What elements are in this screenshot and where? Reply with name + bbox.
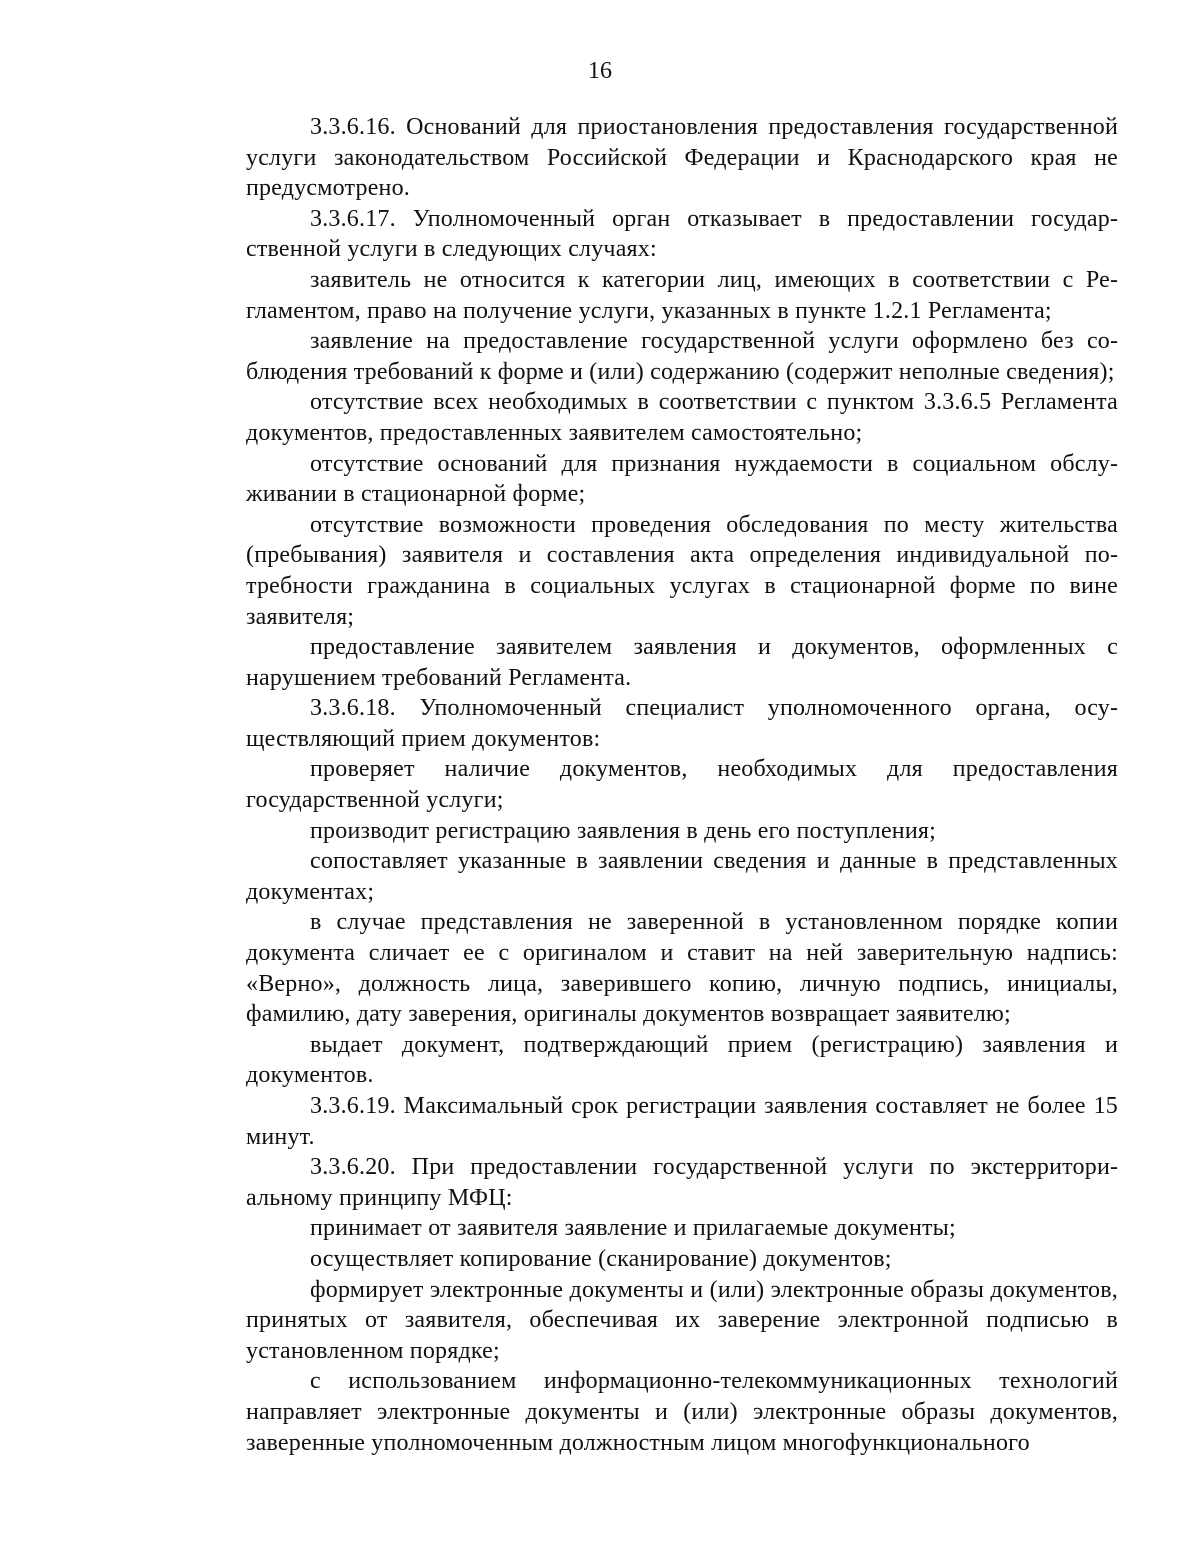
paragraph: заявление на предоставление государственной услуги оформлено без соблюдения требований к форме и (или) содержанию (содержит неполные сведения); — [246, 328, 1118, 385]
paragraph: заявитель не относится к категории лиц, имеющих в соответствии с Регламентом, право на получение услуги, указанных в пункте 1.2.1 Регламента; — [246, 266, 1118, 324]
paragraph: предоставление заявителем заявления и документов, оформленных с нарушением требований Регламента. — [246, 634, 1118, 691]
paragraph: формирует электронные документы и (или) электронные образы документов, принятых от заявителя, обеспечивая их заверение электронной подписью в установленном порядке; — [246, 1276, 1118, 1364]
paragraph: отсутствие всех необходимых в соответствии с пунктом 3.3.6.5 Регламента документов, предоставленных заявителем самостоятельно; — [246, 389, 1118, 446]
document-body — [246, 112, 1118, 1458]
paragraph: осуществляет копирование (сканирование) документов; — [310, 1245, 892, 1272]
paragraph: в случае представления не заверенной в установленном порядке копии документа сличает ее с оригиналом и ставит на ней заверительную надпись: «Верно», должность лица, заверившего копию, личную подпись, инициалы, фамилию, дату заверения, оригиналы документов возвращает заявителю; — [246, 909, 1118, 1028]
page-number: 16 — [588, 58, 612, 84]
paragraph: 3.3.6.16. Оснований для приостановления предоставления государственной услуги законодательством Российской Федерации и Краснодарского края не предусмотрено. — [246, 114, 1118, 202]
paragraph: 3.3.6.20. При предоставлении государственной услуги по экстерриториальному принципу МФЦ: — [246, 1154, 1118, 1211]
paragraph: отсутствие возможности проведения обследования по месту жительства (пребывания) заявителя и составления акта определения индивидуальной потребности гражданина в социальных услугах в стационарной форме по вине заявителя; — [246, 511, 1118, 630]
paragraph: с использованием информационно-телекоммуникационных технологий направляет электронные документы и (или) электронные образы документов, заверенные уполномоченным должностным лицом многофункционального — [246, 1368, 1118, 1456]
paragraph: производит регистрацию заявления в день его поступления; — [310, 817, 936, 844]
paragraph: сопоставляет указанные в заявлении сведения и данные в представленных документах; — [246, 848, 1118, 905]
paragraph: 3.3.6.19. Максимальный срок регистрации заявления составляет не более 15 минут. — [246, 1093, 1118, 1150]
paragraph: принимает от заявителя заявление и прилагаемые документы; — [310, 1215, 956, 1242]
paragraph: 3.3.6.17. Уполномоченный орган отказывает в предоставлении государственной услуги в следующих случаях: — [246, 205, 1118, 263]
paragraph: выдает документ, подтверждающий прием (регистрацию) заявления и документов. — [246, 1031, 1118, 1089]
paragraph: проверяет наличие документов, необходимых для предоставления государственной услуги; — [246, 756, 1118, 814]
paragraph: 3.3.6.18. Уполномоченный специалист уполномоченного органа, осуществляющий прием документов: — [246, 695, 1118, 752]
paragraph: отсутствие оснований для признания нуждаемости в социальном обслуживании в стационарной форме; — [246, 450, 1118, 508]
